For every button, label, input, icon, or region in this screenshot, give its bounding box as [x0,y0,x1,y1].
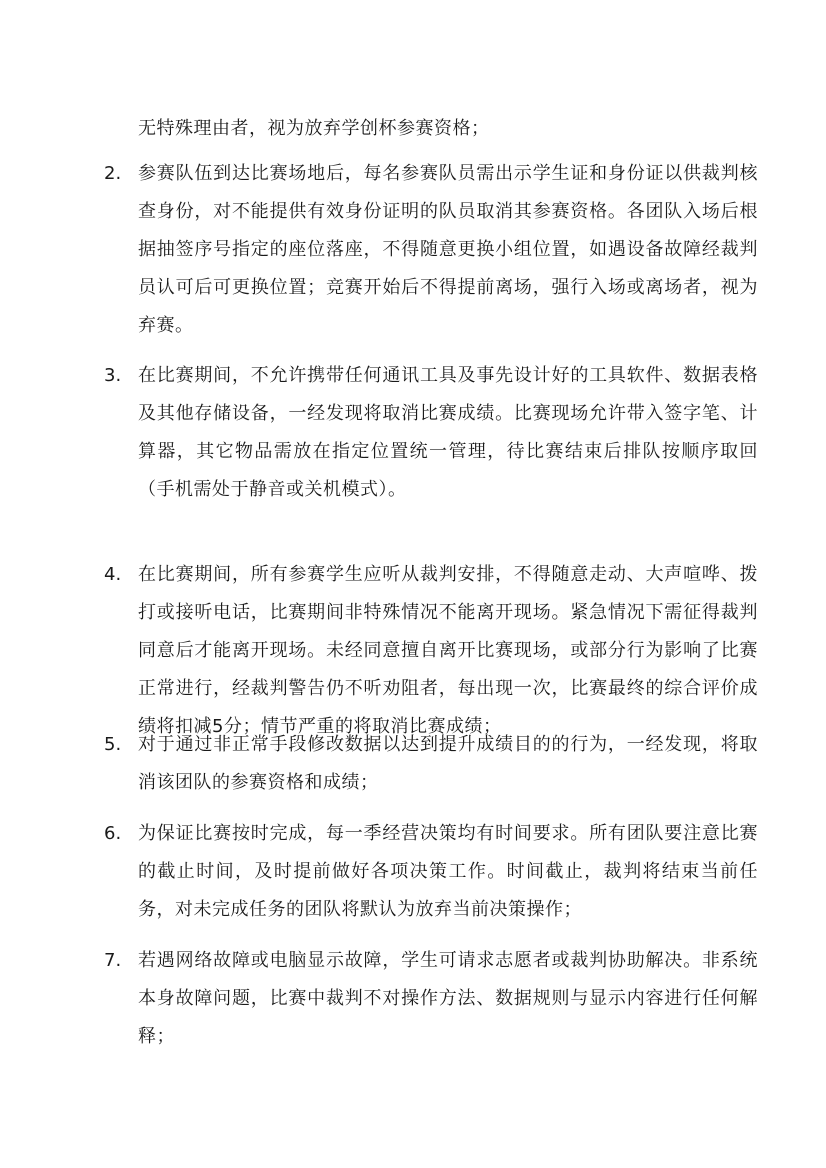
list-item [104,155,764,345]
list-item-number: 3. [104,365,122,386]
list-item [104,726,764,802]
list-item-text: 在比赛期间，所有参赛学生应听从裁判安排，不得随意走动、大声喧哗、拨打或接听电话，比赛期间非特殊情况不能离开现场。紧急情况下需征得裁判同意后才能离开现场。未经同意擅自离开比赛现场，或部分行为影响了比赛正常进行，经裁判警告仍不听劝阻者，每出现一次，比赛最终的综合评价成绩将扣减5分；情节严重的将取消比赛成绩； [138,564,758,737]
list-item-text: 为保证比赛按时完成，每一季经营决策均有时间要求。所有团队要注意比赛的截止时间，及时提前做好各项决策工作。时间截止，裁判将结束当前任务，对未完成任务的团队将默认为放弃当前决策操作； [138,823,758,920]
list-item [104,556,764,746]
list-item [104,357,764,509]
list-item-number: 7. [104,950,122,971]
list-item-number: 6. [104,823,122,844]
list-item-text: 参赛队伍到达比赛场地后，每名参赛队员需出示学生证和身份证以供裁判核查身份，对不能提供有效身份证明的队员取消其参赛资格。各团队入场后根据抽签序号指定的座位落座，不得随意更换小组位置，如遇设备故障经裁判员认可后可更换位置；竞赛开始后不得提前离场，强行入场或离场者，视为弃赛。 [138,163,758,336]
list-item-number: 4. [104,564,122,585]
list-item-text: 对于通过非正常手段修改数据以达到提升成绩目的的行为，一经发现，将取消该团队的参赛资格和成绩； [138,734,758,793]
list-item [104,942,764,1056]
list-item-number: 2. [104,163,122,184]
list-item [104,815,764,929]
list-item-text: 若遇网络故障或电脑显示故障，学生可请求志愿者或裁判协助解决。非系统本身故障问题，比赛中裁判不对操作方法、数据规则与显示内容进行任何解释； [138,950,758,1047]
list-item-number: 5. [104,734,122,755]
continuation-paragraph: 无特殊理由者，视为放弃学创杯参赛资格； [138,118,490,139]
list-item-text: 在比赛期间，不允许携带任何通讯工具及事先设计好的工具软件、数据表格及其他存储设备，一经发现将取消比赛成绩。比赛现场允许带入签字笔、计算器，其它物品需放在指定位置统一管理，待比赛结束后排队按顺序取回（手机需处于静音或关机模式）。 [138,365,758,500]
